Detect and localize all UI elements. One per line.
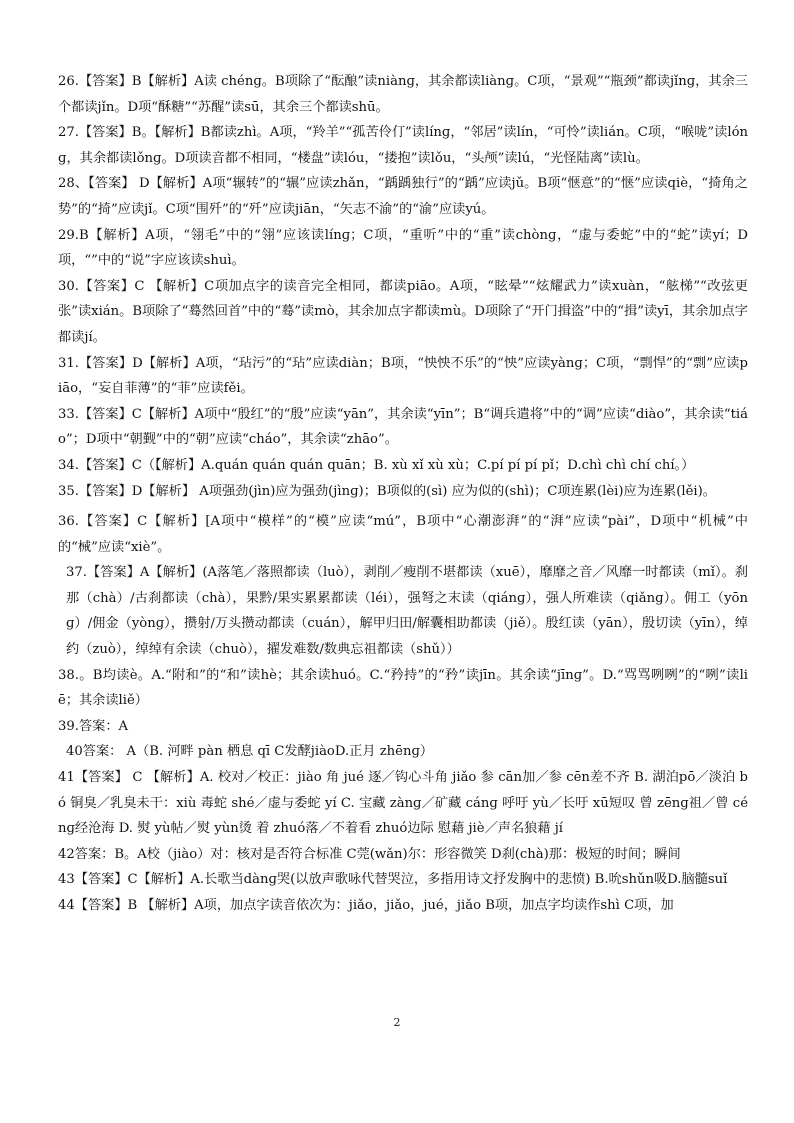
answer-item-31: 31.【答案】D【解析】A项，“玷污”的“玷”应读diàn；B项，“怏怏不乐”的“怏”应读yànɡ；C项，“剽悍”的“剽”应读piāo，“妄自菲薄”的“菲”应读fěi。 <box>58 355 748 397</box>
answer-item-42: 42答案：B。A校（jiào）对：核对是否符合标准 C莞(wǎn)尔：形容微笑 D刹(chà)那：极短的时间；瞬间 <box>58 846 681 862</box>
answer-item-27: 27.【答案】B。【解析】B都读zhì。A项，“羚羊”“孤苦伶仃”读línɡ，“邻居”读lín，“可怜”读lián。C项，“喉咙”读lónɡ，其余都读lǒnɡ。D项读音都不相同，“楼盘”读lóu，“搂抱”读lǒu，“头颅”读lú，“光怪陆离”读lù。 <box>58 125 748 166</box>
answer-item-36: 36.【答案】C【解析】[A项中“模样”的“模”应读“mú”，B项中“心潮澎湃”的“湃”应读“pài”，D项中“机械”中的“械”应读“xiè”。 <box>58 514 748 555</box>
answer-item-40: 40答案： A（B. 河畔 pàn 栖息 qī C发酵jiàoD.正月 zhēnɡ） <box>66 744 434 760</box>
answer-item-26: 26.【答案】B【解析】A读 chénɡ。B项除了“酝酿”读niànɡ，其余都读liànɡ。C项，“景观”“瓶颈”都读jǐnɡ，其余三个都读jǐn。D项“酥糖”“苏醒”读sū，其余三个都读shū。 <box>58 74 748 115</box>
answer-item-34: 34.【答案】C（【解析】A.quán quán quán quān；B. xù xǐ xù xù；C.pí pí pí pǐ；D.chì chì chí chí。） <box>58 457 695 473</box>
answer-item-41: 41【答案】 C 【解析】A. 校对／校正：jiào 角 jué 逐／钩心斗角 jiǎo 参 cān加／参 cēn差不齐 B. 湖泊pō／淡泊 bó 铜臭／乳臭未干：xiù 毒蛇 shé／虚与委蛇 yí C. 宝藏 zànɡ／矿藏 cánɡ 呼吁 yù／长吁 xū短叹 曾 zēnɡ祖／曾 cénɡ经沧海 D. 熨 yù帖／熨 yùn烫 着 zhuó落／不着看 zhuó边际 慰藉 jiè／声名狼藉 jí <box>58 770 749 837</box>
answer-item-44: 44【答案】B 【解析】A项，加点字读音依次为：jiǎo，jiǎo，jué，jiǎo B项，加点字均读作shì C项，加 <box>58 898 674 913</box>
answer-item-38: 38.。B均读è。A.“附和”的“和”读hè；其余读huó。C.“矜持”的“矜”读jīn。其余读“jīnɡ”。D.“骂骂咧咧”的“咧”读liē；其余读liě） <box>58 667 748 709</box>
answer-item-30: 30.【答案】C 【解析】C项加点字的读音完全相同，都读piāo。A项，“眩晕”“炫耀武力”读xuàn，“舷梯”“改弦更张”读xián。B项除了“蓦然回首”中的“蓦”读mò，其余加点字都读mù。D项除了“开门揖盗”中的“揖”读yī，其余加点字都读jí。 <box>58 278 748 345</box>
answer-item-35: 35.【答案】D【解析】 A项强劲(jìn)应为强劲(jìnɡ)；B项似的(sì) 应为似的(shì)；C项连累(lèi)应为连累(lěi)。 <box>58 483 716 499</box>
answer-item-37: 37.【答案】A【解析】(A落笔／落照都读（luò），剥削／瘦削不堪都读（xuē），靡靡之音／风靡一时都读（mǐ）。刹那（chà）/古刹都读（chà），果黔/果实累累都读（léi），强弩之末读（qiánɡ），强人所难读（qiǎnɡ）。佣工（yōnɡ）/佣金（yònɡ），攒射/万头攒动都读（cuán），解甲归田/解囊相助都读（jiě）。殷红读（yān），殷切读（yīn），绰约（zuò），绰绰有余读（chuò），擢发难数/数典忘祖都读（shǔ）） <box>66 565 748 658</box>
answer-item-33: 33.【答案】C【解析】A项中“殷红”的“殷”应读“yān”，其余读“yīn”；B“调兵遣将”中的“调”应读“diào”，其余读“tiáo”；D项中“朝觐”中的“朝”应读“cháo”，其余读“zhāo”。 <box>58 406 748 448</box>
answer-list <box>58 69 748 919</box>
page-number: 2 <box>393 1016 401 1029</box>
answer-item-28: 28、【答案】 D【解析】A项“辗转”的“辗”应读zhǎn，“踽踽独行”的“踽”应读jǔ。B项“惬意”的“惬”应读qiè，“掎角之势”的“掎”应读jǐ。C项“围歼”的“歼”应读jiān，“矢志不渝”的“渝”应读yú。 <box>58 176 748 217</box>
answer-item-43: 43【答案】C【解析】A.长歌当dànɡ哭(以放声歌咏代替哭泣，多指用诗文抒发胸中的悲愤) B.吮shǔn吸D.脑髓suǐ <box>58 872 728 888</box>
answer-item-39: 39.答案：A <box>58 718 129 734</box>
answer-item-29: 29.B【解析】A项，“翎毛”中的“翎”应该读línɡ；C项，“重听”中的“重”读chònɡ，“虚与委蛇”中的“蛇”读yí；D项，“”中的“说”字应该读shuì。 <box>58 227 748 269</box>
